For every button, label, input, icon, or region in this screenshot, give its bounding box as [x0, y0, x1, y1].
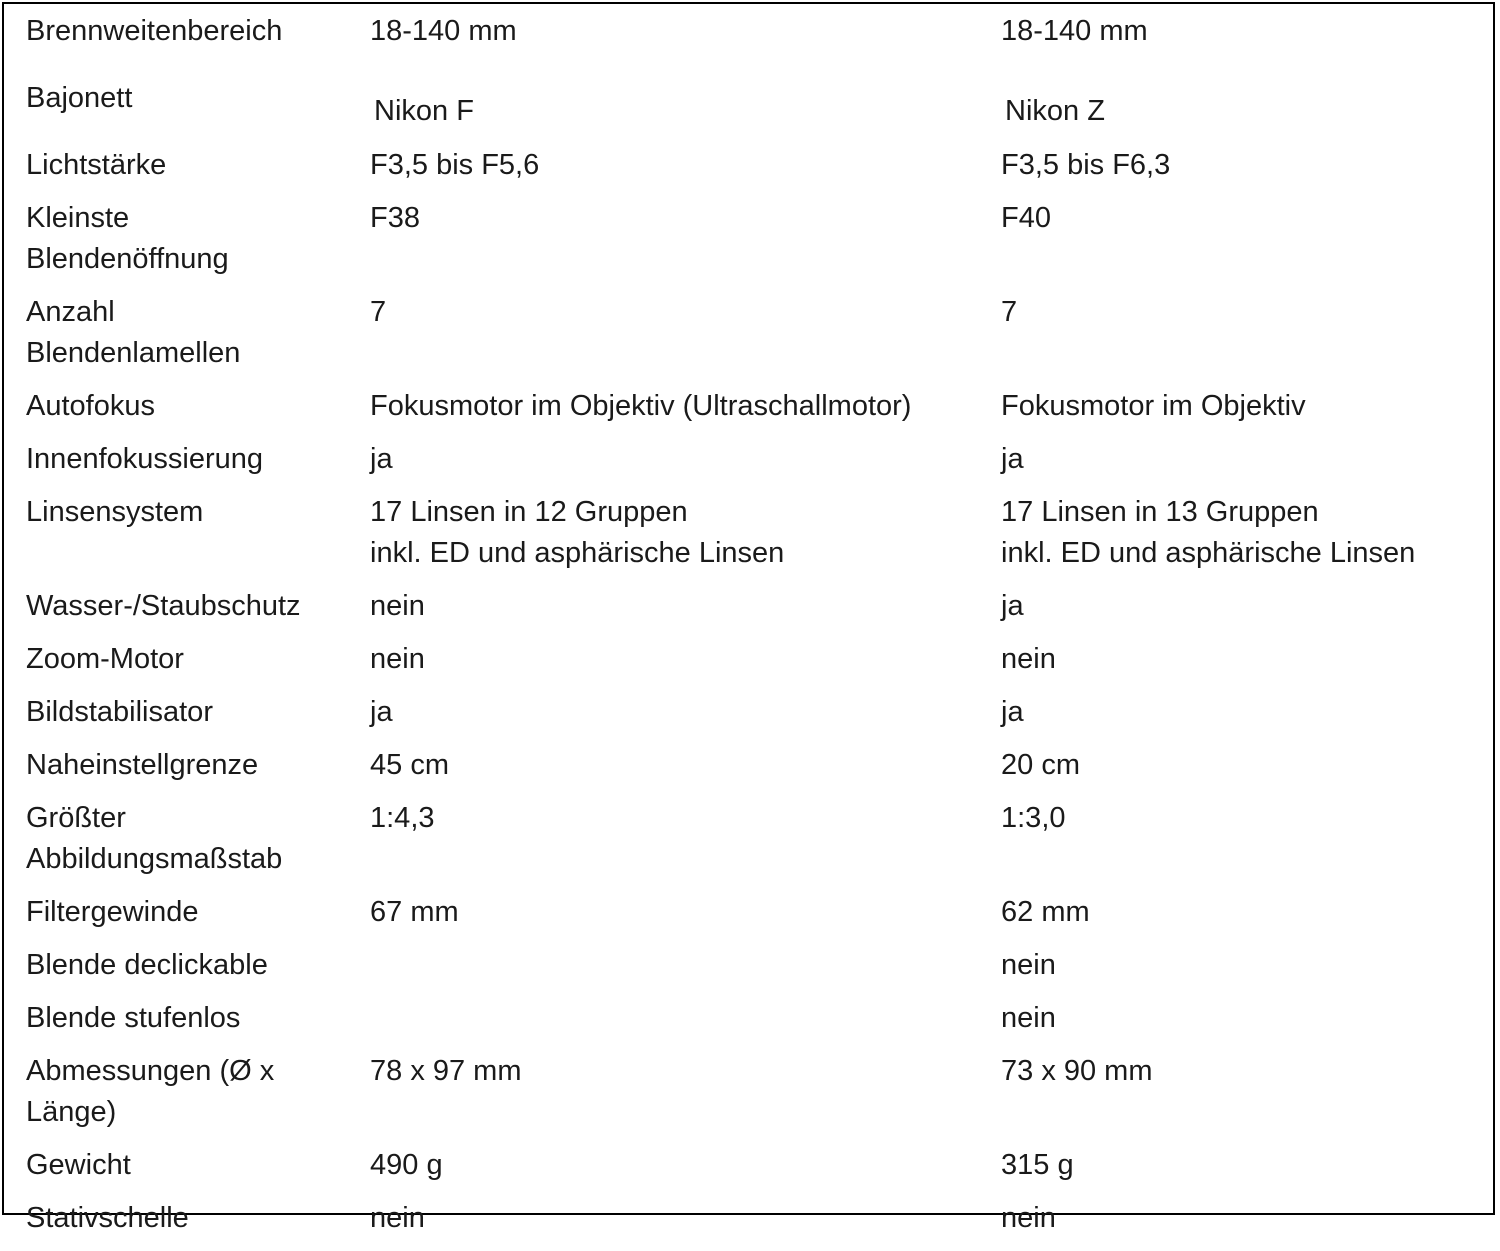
value-lens-2: nein — [1001, 1202, 1056, 1234]
table-row — [26, 945, 1486, 998]
row-label: Naheinstellgrenze — [26, 749, 259, 781]
value-lens-1: nein — [370, 590, 425, 622]
value-lens-1: nein — [370, 643, 425, 675]
table-row — [26, 639, 1486, 692]
value-lens-2: Nikon Z — [1005, 95, 1105, 127]
value-lens-2: 18-140 mm — [1001, 15, 1148, 47]
value-lens-1: 7 — [370, 296, 387, 328]
value-lens-1: F38 — [370, 202, 420, 234]
table-row — [26, 692, 1486, 745]
table-row — [26, 586, 1486, 639]
table-row — [26, 198, 1486, 292]
row-label: Kleinste Blendenöffnung — [26, 202, 229, 275]
row-label: Wasser-/Staubschutz — [26, 590, 301, 622]
row-label: Zoom-Motor — [26, 643, 184, 675]
value-lens-2: nein — [1001, 949, 1056, 981]
spec-comparison-table — [26, 0, 1486, 1251]
row-label: Anzahl Blendenlamellen — [26, 296, 241, 369]
row-label: Größter Abbildungsmaßstab — [26, 802, 283, 875]
table-row — [26, 892, 1486, 945]
value-lens-2: Fokusmotor im Objektiv — [1001, 390, 1306, 422]
value-lens-1: ja — [370, 696, 393, 728]
row-label: Filtergewinde — [26, 896, 199, 928]
row-label: Bildstabilisator — [26, 696, 213, 728]
table-row — [26, 492, 1486, 586]
value-lens-1: 67 mm — [370, 896, 459, 928]
value-lens-1: Fokusmotor im Objektiv (Ultraschallmotor) — [370, 390, 912, 422]
table-row — [26, 998, 1486, 1051]
row-label: Autofokus — [26, 390, 155, 422]
value-lens-2: F40 — [1001, 202, 1051, 234]
row-label: Lichtstärke — [26, 149, 167, 181]
value-lens-2: 315 g — [1001, 1149, 1074, 1181]
value-lens-1: 18-140 mm — [370, 15, 517, 47]
row-label: Abmessungen (Ø x Länge) — [26, 1055, 275, 1128]
value-lens-2: nein — [1001, 1002, 1056, 1034]
value-lens-2: 73 x 90 mm — [1001, 1055, 1153, 1087]
table-row — [26, 439, 1486, 492]
value-lens-1: 17 Linsen in 12 Gruppen inkl. ED und asphärische Linsen — [370, 496, 785, 569]
table-row — [26, 0, 1486, 75]
value-lens-2: 1:3,0 — [1001, 802, 1066, 834]
value-lens-1: F3,5 bis F5,6 — [370, 149, 540, 181]
value-lens-1: 490 g — [370, 1149, 443, 1181]
table-row — [26, 145, 1486, 198]
value-lens-1: 45 cm — [370, 749, 449, 781]
row-label: Gewicht — [26, 1149, 131, 1181]
row-label: Blende stufenlos — [26, 1002, 241, 1034]
value-lens-2: ja — [1001, 590, 1024, 622]
table-row — [26, 386, 1486, 439]
value-lens-2: 20 cm — [1001, 749, 1080, 781]
table-row — [26, 292, 1486, 386]
row-label: Brennweitenbereich — [26, 15, 283, 47]
row-label: Bajonett — [26, 82, 133, 114]
value-lens-2: 17 Linsen in 13 Gruppen inkl. ED und asphärische Linsen — [1001, 496, 1416, 569]
row-label: Linsensystem — [26, 496, 204, 528]
table-row — [26, 1198, 1486, 1251]
value-lens-2: F3,5 bis F6,3 — [1001, 149, 1171, 181]
value-lens-1: nein — [370, 1202, 425, 1234]
row-label: Blende declickable — [26, 949, 268, 981]
table-row — [26, 798, 1486, 892]
value-lens-2: nein — [1001, 643, 1056, 675]
table-row — [26, 745, 1486, 798]
value-lens-2: 62 mm — [1001, 896, 1090, 928]
table-row — [26, 1051, 1486, 1145]
table-row — [26, 1145, 1486, 1198]
value-lens-1: 1:4,3 — [370, 802, 435, 834]
value-lens-2: ja — [1001, 443, 1024, 475]
row-label: Innenfokussierung — [26, 443, 263, 475]
value-lens-2: 7 — [1001, 296, 1018, 328]
value-lens-1 — [370, 998, 1001, 1051]
value-lens-1: Nikon F — [374, 95, 474, 127]
value-lens-1: 78 x 97 mm — [370, 1055, 522, 1087]
value-lens-1: ja — [370, 443, 393, 475]
value-lens-2: ja — [1001, 696, 1024, 728]
value-lens-1 — [370, 945, 1001, 998]
row-label: Stativschelle — [26, 1202, 189, 1234]
table-row — [26, 75, 1486, 145]
